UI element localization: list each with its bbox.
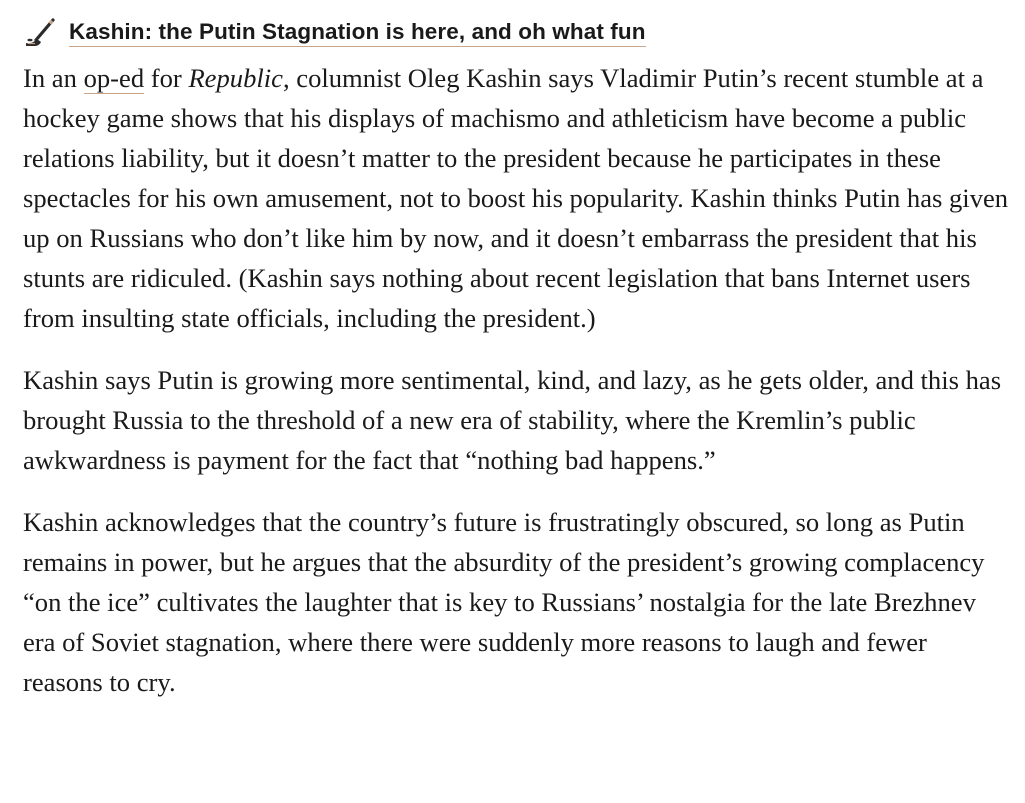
headline-link[interactable]: Kashin: the Putin Stagnation is here, and oh what fun — [69, 19, 646, 47]
hockey-stick-icon — [23, 18, 57, 48]
paragraph-1-text-b: for — [144, 63, 189, 93]
paragraph-1 — [23, 58, 1013, 338]
paragraph-1-text-c: , columnist Oleg Kashin says Vladimir Putin’s recent stumble at a hockey game shows that his displays of machismo and athleticism have become a public relations liability, but it doesn’t matter to the president because he participates in these spectacles for his own amusement, not to boost his popularity. Kashin thinks Putin has given up on Russians who don’t like him by now, and it doesn’t embarrass the president that his stunts are ridiculed. (Kashin says nothing about recent legislation that bans Internet users from insulting state officials, including the president.) — [23, 63, 1009, 333]
paragraph-3: Kashin acknowledges that the country’s future is frustratingly obscured, so long as Putin remains in power, but he argues that the absurdity of the president’s growing complacency “on the ice” cultivates the laughter that is key to Russians’ nostalgia for the late Brezhnev era of Soviet stagnation, where there were suddenly more reasons to laugh and fewer reasons to cry. — [23, 507, 985, 697]
publication-name: Republic — [188, 63, 283, 93]
paragraph-1-text-a: In an — [23, 63, 84, 93]
paragraph-2: Kashin says Putin is growing more sentimental, kind, and lazy, as he gets older, and this has brought Russia to the threshold of a new era of stability, where the Kremlin’s public awkwardness is payment for the fact that “nothing bad happens.” — [23, 365, 1002, 475]
headline — [23, 14, 1013, 52]
op-ed-link[interactable]: op-ed — [83, 63, 145, 93]
article — [23, 14, 1013, 702]
